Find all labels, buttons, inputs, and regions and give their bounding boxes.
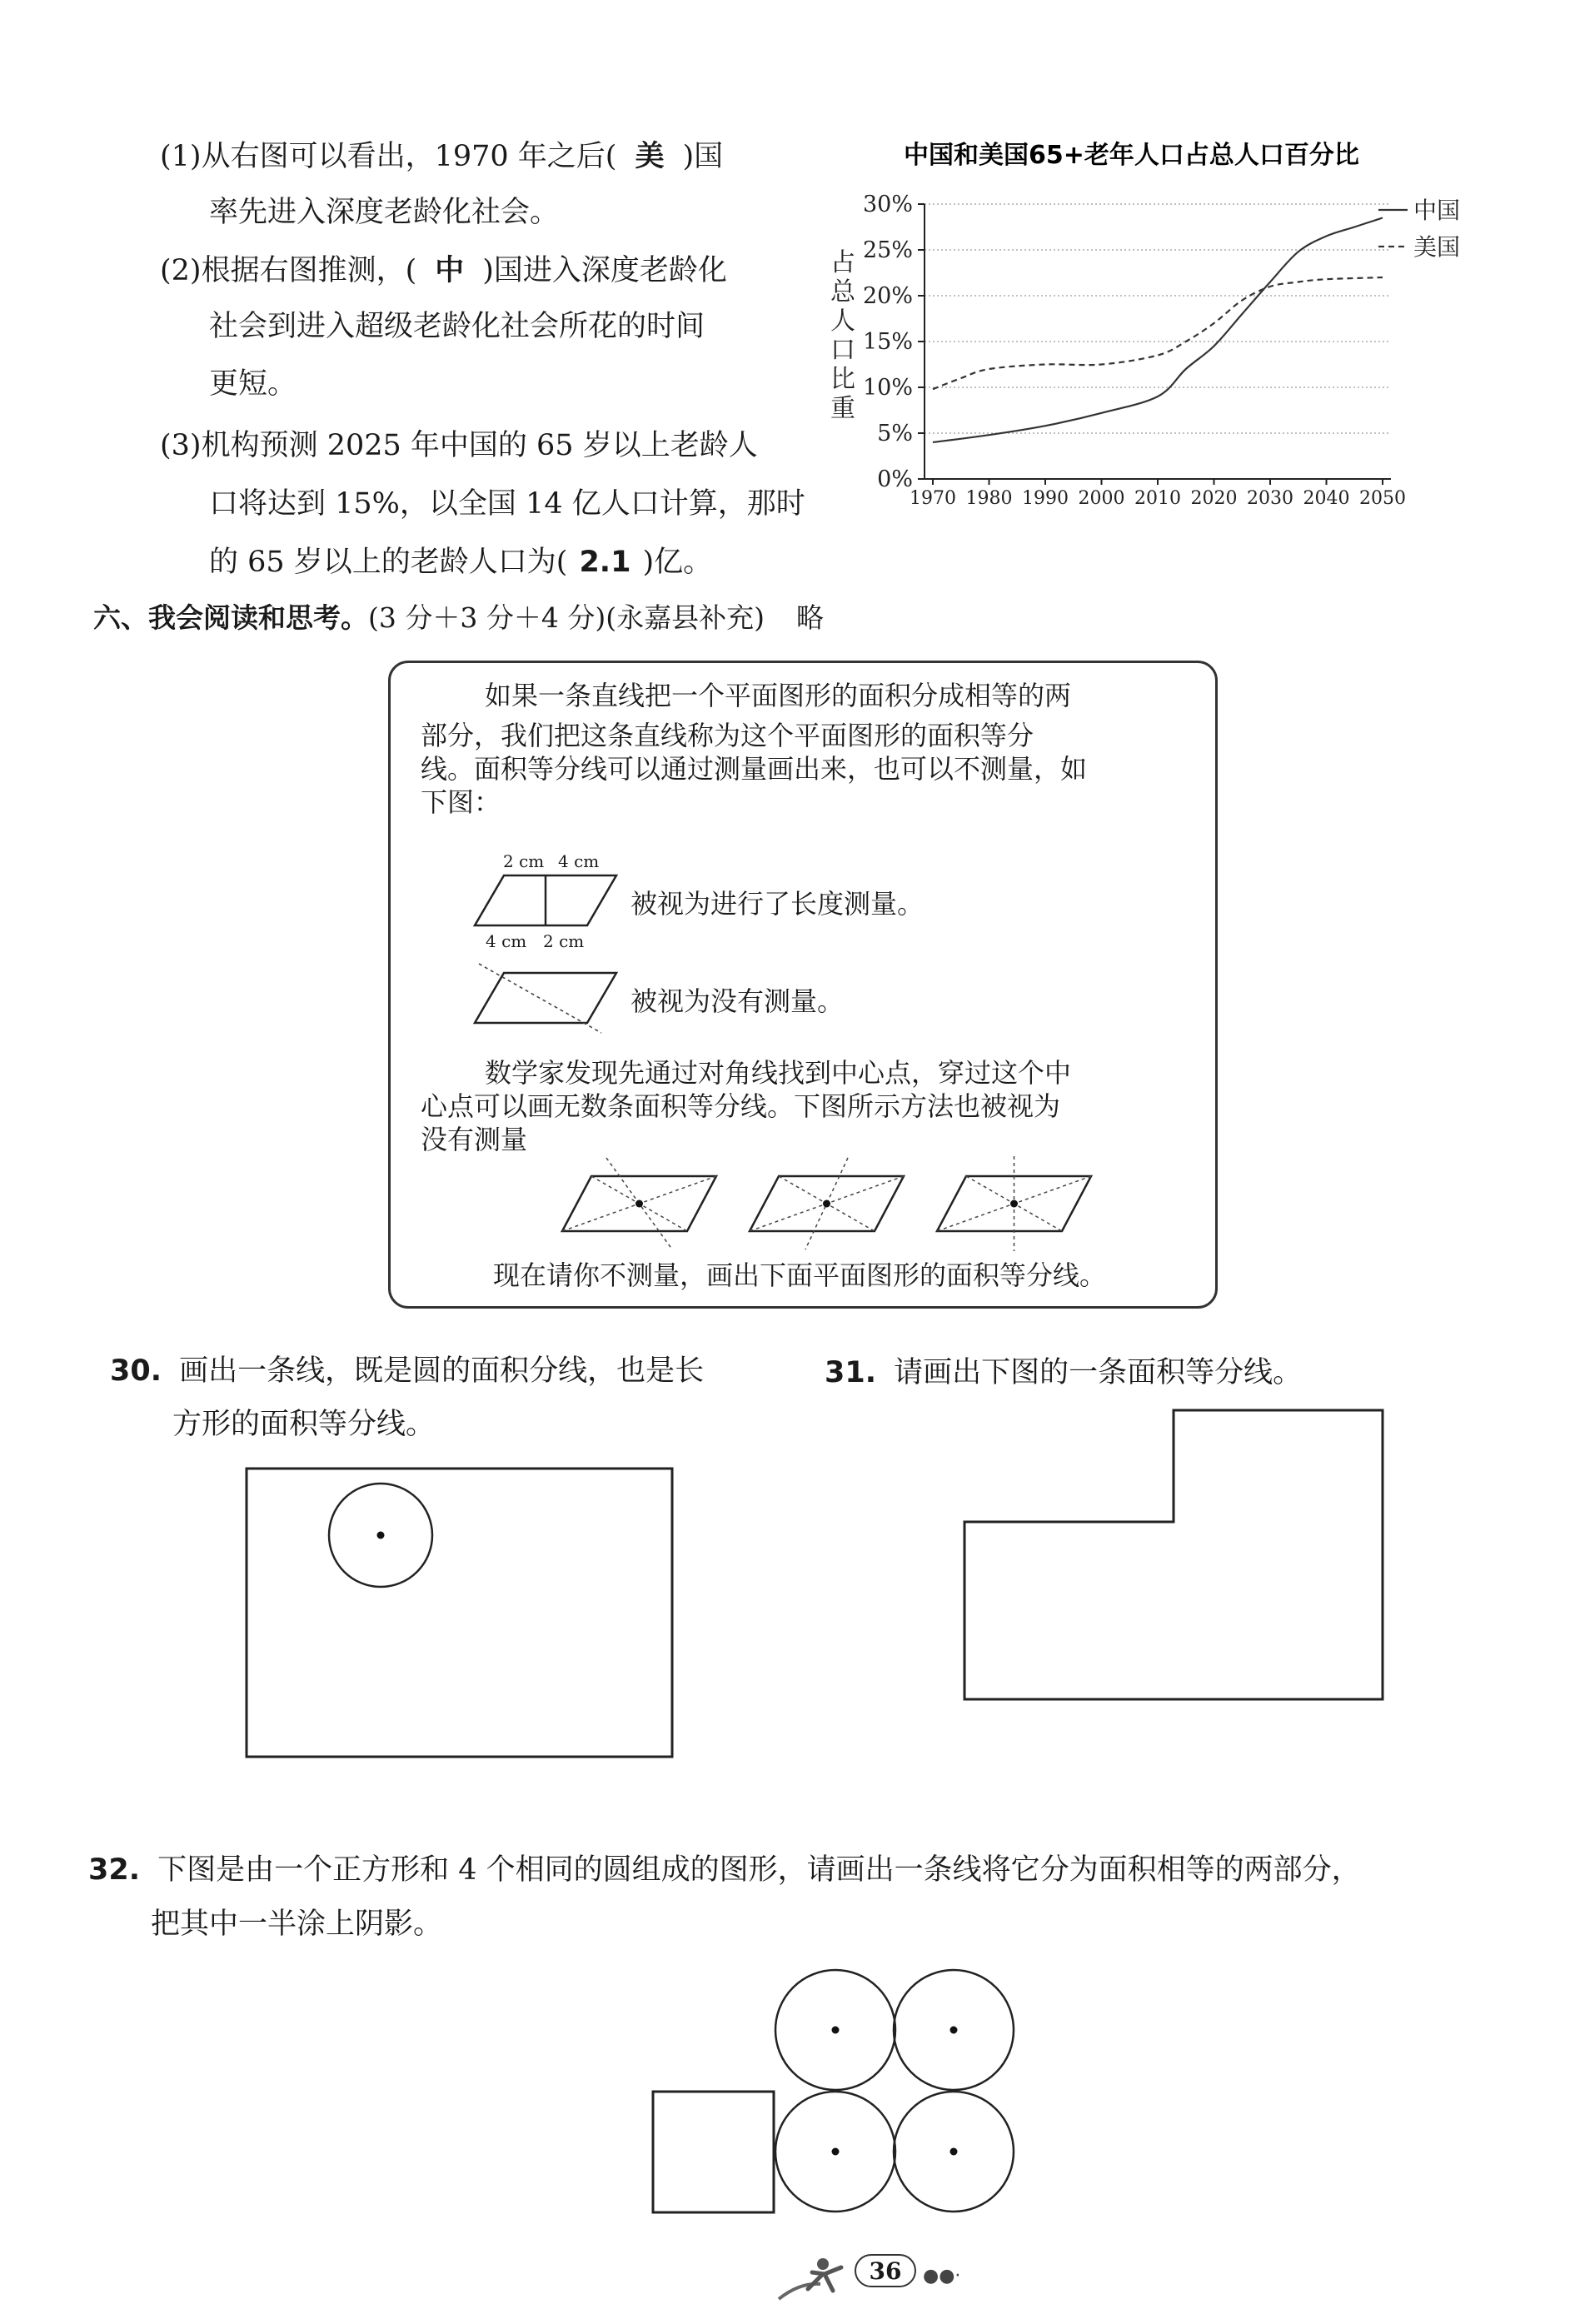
chart-x-tick-label: 1980 xyxy=(965,488,1013,509)
chart-x-tick-label: 1990 xyxy=(1022,488,1069,509)
q30-line1 xyxy=(110,1354,704,1388)
q32-circle-bottom-right xyxy=(894,2092,1014,2212)
q31-l-shape xyxy=(964,1410,1383,1699)
q32-figure xyxy=(0,1957,1570,2191)
reading-para1-line2: 部分，我们把这条直线称为这个平面图形的面积等分 xyxy=(421,720,1034,751)
chart-y-label-char: 占 xyxy=(830,248,855,277)
q29-item3-pre: 的 65 岁以上的老龄人口为( xyxy=(209,546,568,579)
chart-y-tick-label: 15% xyxy=(862,329,913,355)
chart-x-tick-label: 2040 xyxy=(1303,488,1350,509)
q32-circle-top-right xyxy=(894,1970,1014,2090)
q29-item3-line1: (3)机构预测 2025 年中国的 65 岁以上老龄人 xyxy=(160,429,758,462)
chart-legend-label: 美国 xyxy=(1413,233,1461,261)
chart-x-tick-label: 2020 xyxy=(1190,488,1238,509)
chart-y-tick-label: 20% xyxy=(862,283,913,309)
center-parallelogram-1 xyxy=(562,1158,716,1249)
reading-para2-line2: 心点可以画无数条面积等分线。下图所示方法也被视为 xyxy=(421,1090,1061,1122)
q31-number: 31. xyxy=(825,1356,877,1389)
center-parallelogram-3 xyxy=(937,1156,1091,1251)
q29-item2-line2: 社会到进入超级老龄化社会所花的时间 xyxy=(209,310,705,343)
chart-y-label-char: 口 xyxy=(830,336,855,365)
q30-circle-center xyxy=(377,1532,385,1539)
caption-unmeasured: 被视为没有测量。 xyxy=(630,985,845,1017)
reading-para2-line1: 数学家发现先通过对角线找到中心点，穿过这个中 xyxy=(485,1057,1072,1089)
q29-item1-line2: 率先进入深度老龄化社会。 xyxy=(209,196,560,229)
q32-line2: 把其中一半涂上阴影。 xyxy=(151,1908,443,1941)
chart-x-tick-label: 2000 xyxy=(1078,488,1125,509)
center-parallelogram-2 xyxy=(750,1158,904,1249)
q29-item2-post: )国进入深度老龄化 xyxy=(482,254,727,287)
q29-item2-line3: 更短。 xyxy=(209,367,297,401)
page-number: 36 xyxy=(869,2257,902,2285)
reading-para1-line3: 线。面积等分线可以通过测量画出来，也可以不测量，如 xyxy=(421,753,1088,785)
caption-measured: 被视为进行了长度测量。 xyxy=(630,888,925,920)
footer-runner-logo xyxy=(775,2249,858,2307)
q29-item3-post: )亿。 xyxy=(642,546,713,579)
dim-top-left: 2 cm xyxy=(503,851,545,871)
chart-y-label-char: 比 xyxy=(830,365,855,394)
chart-y-label-char: 重 xyxy=(830,394,855,423)
chart-y-tick-label: 5% xyxy=(877,421,913,446)
chart-y-tick-label: 10% xyxy=(862,375,913,401)
section-6-title: 六、我会阅读和思考。 xyxy=(93,601,368,634)
reading-para2-line3: 没有测量 xyxy=(421,1124,528,1155)
q30-rectangle xyxy=(247,1469,672,1757)
q29-item3-answer: 2.1 xyxy=(579,546,631,579)
q30-number: 30. xyxy=(110,1354,162,1388)
reading-para1-line4: 下图： xyxy=(421,786,501,818)
section-6-note: 略 xyxy=(795,601,824,634)
dim-bottom-left: 4 cm xyxy=(486,931,527,951)
q32-circle-top-left xyxy=(775,1970,895,2090)
q31-text: 请画出下图的一条面积等分线。 xyxy=(894,1356,1303,1389)
q32-text-1: 下图是由一个正方形和 4 个相同的圆组成的图形，请画出一条线将它分为面积相等的两部分， xyxy=(157,1853,1361,1887)
q31-line xyxy=(825,1356,1302,1389)
q29-item1-answer: 美 xyxy=(635,140,665,173)
q29-item2-pre: (2)根据右图推测，( xyxy=(160,254,417,287)
reading-para1-line1: 如果一条直线把一个平面图形的面积分成相等的两 xyxy=(485,680,1072,711)
q32-line1 xyxy=(88,1853,1361,1887)
chart-y-tick-label: 0% xyxy=(877,466,913,492)
q29-item2-answer: 中 xyxy=(435,254,465,287)
section-6-points: (3 分＋3 分＋4 分)(永嘉县补充) xyxy=(368,601,765,634)
chart-legend-label: 中国 xyxy=(1413,197,1461,224)
q32-number: 32. xyxy=(88,1853,141,1887)
q30-q31-figures xyxy=(0,1416,1570,1783)
q29-item1-post: )国 xyxy=(682,140,724,173)
chart-y-tick-label: 25% xyxy=(862,237,913,263)
chart-title: 中国和美国65+老年人口占总人口百分比 xyxy=(904,141,1359,170)
chart-y-label-char: 总 xyxy=(830,277,855,307)
q29-item3-line2: 口将达到 15%，以全国 14 亿人口计算，那时 xyxy=(209,487,805,521)
chart-x-tick-label: 2010 xyxy=(1134,488,1181,509)
dim-top-right: 4 cm xyxy=(558,851,600,871)
q29-item1-pre: (1)从右图可以看出，1970 年之后( xyxy=(160,140,617,173)
chart-x-tick-label: 2030 xyxy=(1247,488,1293,509)
dim-bottom-right: 2 cm xyxy=(543,931,585,951)
q30-text-1: 画出一条线，既是圆的面积分线，也是长 xyxy=(179,1354,705,1388)
q30-line2: 方形的面积等分线。 xyxy=(172,1408,436,1441)
chart-y-tick-label: 30% xyxy=(862,192,913,217)
chart-x-tick-label: 2050 xyxy=(1359,488,1406,509)
parallelogram-unmeasured xyxy=(475,973,616,1023)
chart-y-label-char: 人 xyxy=(830,307,855,336)
reading-instruction: 现在请你不测量，画出下面平面图形的面积等分线。 xyxy=(493,1259,1107,1291)
q32-square xyxy=(653,2092,774,2212)
q32-circle-bottom-left xyxy=(775,2092,895,2212)
footer-dots: ●●· xyxy=(923,2266,961,2287)
chart-x-tick-label: 1970 xyxy=(910,488,956,509)
page-number-badge xyxy=(855,2254,916,2287)
